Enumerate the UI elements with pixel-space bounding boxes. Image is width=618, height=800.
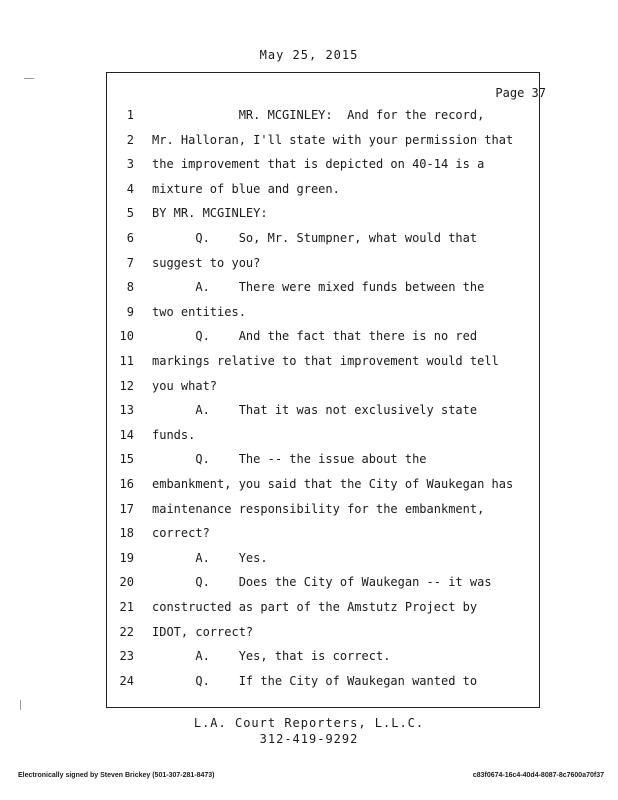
transcript-line [0,157,618,177]
transcript-line [0,305,618,325]
transcript-line [0,379,618,399]
transcript-line [0,551,618,571]
line-number: 5 [126,206,134,221]
line-number: 4 [126,181,134,196]
line-number: 16 [119,477,134,491]
court-reporter-phone: 312-419-9292 [259,732,359,746]
line-number: 7 [126,255,134,270]
transcript-line [0,354,618,374]
line-text: constructed as part of the Amstutz Project by [152,600,478,614]
line-text: suggest to you? [152,255,261,270]
transcript-line [0,452,618,472]
transcript-line [0,231,618,251]
line-text: correct? [152,526,210,541]
line-text: Q. The -- the issue about the [152,452,427,467]
line-text: the improvement that is depicted on 40-14 is a [152,157,485,172]
line-text: markings relative to that improvement would tell [152,354,499,368]
line-number: 2 [126,132,134,147]
court-reporter-name: L.A. Court Reporters, L.L.C. [193,716,425,730]
line-text: maintenance responsibility for the embankment, [152,501,485,516]
transcript-line [0,502,618,522]
line-text: IDOT, correct? [152,624,254,639]
line-number: 6 [126,231,134,245]
transcript-line [0,477,618,497]
line-text: BY MR. MCGINLEY: [152,206,268,221]
transcript-line [0,428,618,448]
line-text: A. Yes, that is correct. [152,649,391,664]
line-number: 12 [119,378,134,393]
transcript-line [0,600,618,620]
line-text: Mr. Halloran, I'll state with your permission that [152,132,514,147]
line-text: Q. And the fact that there is no red [152,329,478,344]
scan-artifact [24,78,34,79]
transcript-date: May 25, 2015 [259,48,359,62]
line-text: Q. So, Mr. Stumpner, what would that [152,231,478,245]
line-text: embankment, you said that the City of Waukegan has [152,477,514,491]
line-text: funds. [152,427,196,442]
line-number: 1 [126,108,134,122]
transcript-line [0,526,618,546]
line-number: 18 [119,526,134,541]
line-number: 21 [119,600,134,614]
line-text: MR. MCGINLEY: And for the record, [152,108,485,122]
transcript-line [0,329,618,349]
line-number: 17 [119,501,134,516]
line-number: 10 [119,329,134,344]
page-number: Page 37 [495,86,546,100]
line-number: 20 [119,575,134,590]
line-text: Q. Does the City of Waukegan -- it was [152,575,492,590]
line-text: two entities. [152,304,246,319]
transcript-line [0,625,618,645]
transcript-line [0,256,618,276]
line-number: 19 [119,550,134,565]
electronic-signature: Electronically signed by Steven Brickey (501-307-281-8473) [18,772,215,779]
transcript-line [0,206,618,226]
line-number: 14 [119,427,134,442]
document-id: c83f0674-16c4-40d4-8087-8c7600a70f37 [472,772,604,779]
line-number: 22 [119,624,134,639]
line-number: 8 [126,280,134,295]
transcript-line [0,133,618,153]
line-text: A. That it was not exclusively state [152,403,478,418]
transcript-line [0,182,618,202]
line-text: you what? [152,378,218,393]
transcript-line [0,403,618,423]
transcript-line [0,649,618,669]
scan-artifact [20,700,21,710]
transcript-line [0,280,618,300]
line-number: 15 [119,452,134,467]
line-number: 3 [126,157,134,172]
line-text: mixture of blue and green. [152,181,340,196]
line-number: 13 [119,403,134,418]
line-number: 24 [119,673,134,688]
line-text: A. Yes. [152,550,268,565]
transcript-line [0,575,618,595]
line-number: 23 [119,649,134,664]
line-number: 9 [126,304,134,319]
transcript-line [0,108,618,128]
transcript-line [0,674,618,694]
line-number: 11 [119,354,134,368]
line-text: A. There were mixed funds between the [152,280,485,295]
line-text: Q. If the City of Waukegan wanted to [152,673,478,688]
